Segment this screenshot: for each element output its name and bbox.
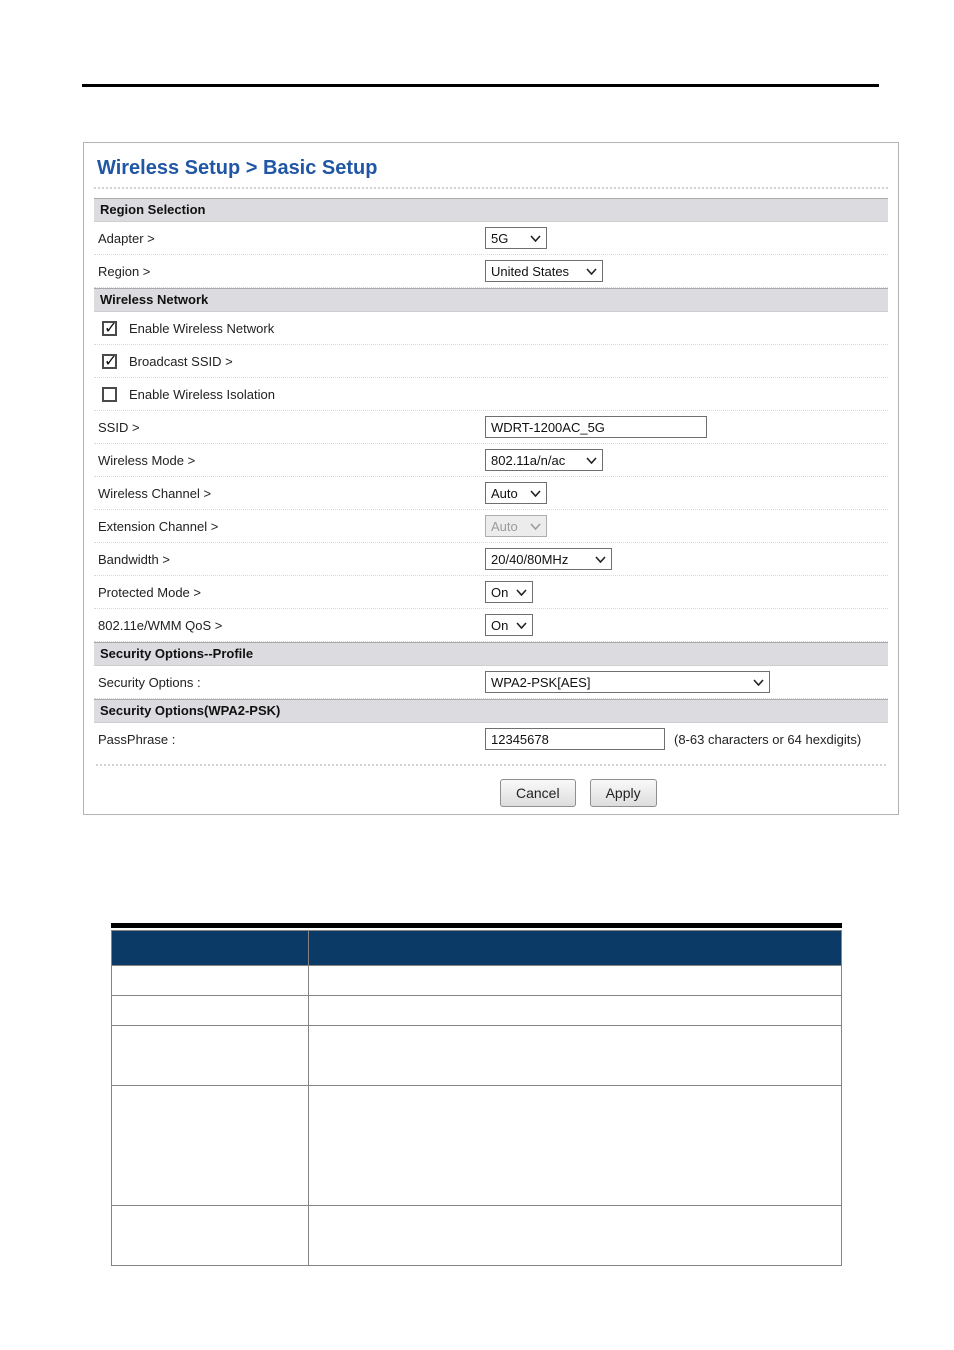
- table-row: [112, 1026, 842, 1086]
- enable-wireless-checkbox[interactable]: [102, 321, 117, 336]
- protected-mode-select[interactable]: [485, 581, 533, 603]
- ssid-input[interactable]: [485, 416, 707, 438]
- check-icon: ✓: [104, 319, 118, 337]
- table-cell: [112, 996, 309, 1026]
- table-cell: [309, 1206, 842, 1266]
- table-row: [112, 1206, 842, 1266]
- wireless-channel-select[interactable]: [485, 482, 547, 504]
- chevron-down-icon: [530, 523, 541, 530]
- extension-channel-label: Extension Channel >: [98, 518, 219, 534]
- cancel-button[interactable]: Cancel: [500, 779, 576, 807]
- buttons-divider: [96, 764, 886, 766]
- region-label: Region >: [98, 263, 151, 279]
- extension-channel-select: [485, 515, 547, 537]
- table-header-cell: [309, 931, 842, 966]
- wireless-setup-panel: [83, 142, 899, 815]
- table-cell: [309, 1086, 842, 1206]
- table-cell: [309, 1026, 842, 1086]
- wmm-qos-row: [94, 609, 888, 642]
- ssid-row: [94, 411, 888, 444]
- security-options-row: [94, 666, 888, 699]
- wmm-qos-select[interactable]: [485, 614, 533, 636]
- table-top-border: [111, 923, 842, 928]
- protected-mode-label: Protected Mode >: [98, 584, 201, 600]
- chevron-down-icon: [586, 268, 597, 275]
- passphrase-note: (8-63 characters or 64 hexdigits): [674, 731, 862, 747]
- security-options-select[interactable]: [485, 671, 770, 693]
- wireless-mode-label: Wireless Mode >: [98, 452, 196, 468]
- table-row: [112, 966, 842, 996]
- table-cell: [309, 996, 842, 1026]
- section-security-profile: Security Options--Profile: [94, 642, 888, 666]
- adapter-row: [94, 222, 888, 255]
- bandwidth-label: Bandwidth >: [98, 551, 170, 567]
- chevron-down-icon: [530, 490, 541, 497]
- wmm-qos-select-value: On: [491, 617, 509, 633]
- table-cell: [112, 1026, 309, 1086]
- chevron-down-icon: [516, 622, 527, 629]
- table-header-cell: [112, 931, 309, 966]
- broadcast-ssid-label: Broadcast SSID >: [129, 353, 233, 369]
- chevron-down-icon: [530, 235, 541, 242]
- reference-table: [111, 923, 842, 1266]
- table-row: [112, 1086, 842, 1206]
- table-row: [112, 996, 842, 1026]
- protected-mode-row: [94, 576, 888, 609]
- region-row: [94, 255, 888, 288]
- adapter-select-value: 5G: [491, 230, 509, 246]
- passphrase-label: PassPhrase :: [98, 731, 176, 747]
- region-select-value: United States: [491, 263, 570, 279]
- wireless-mode-select-value: 802.11a/n/ac: [491, 452, 566, 468]
- broadcast-ssid-row: [94, 345, 888, 378]
- security-options-select-value: WPA2-PSK[AES]: [491, 674, 591, 690]
- passphrase-row: [94, 723, 888, 755]
- button-row: [94, 779, 888, 807]
- passphrase-input[interactable]: [485, 728, 665, 750]
- extension-channel-row: [94, 510, 888, 543]
- table-cell: [309, 966, 842, 996]
- ssid-label: SSID >: [98, 419, 140, 435]
- wireless-channel-row: [94, 477, 888, 510]
- section-region-selection: Region Selection: [94, 198, 888, 222]
- wireless-isolation-checkbox[interactable]: [102, 387, 117, 402]
- section-security-wpa2: Security Options(WPA2-PSK): [94, 699, 888, 723]
- broadcast-ssid-checkbox[interactable]: [102, 354, 117, 369]
- protected-mode-select-value: On: [491, 584, 509, 600]
- enable-wireless-label: Enable Wireless Network: [129, 320, 275, 336]
- wireless-channel-select-value: Auto: [491, 485, 518, 501]
- table-cell: [112, 1086, 309, 1206]
- page-header-rule: [82, 84, 879, 87]
- section-wireless-network: Wireless Network: [94, 288, 888, 312]
- bandwidth-select[interactable]: [485, 548, 612, 570]
- bandwidth-select-value: 20/40/80MHz: [491, 551, 569, 567]
- extension-channel-select-value: Auto: [491, 518, 518, 534]
- enable-wireless-row: [94, 312, 888, 345]
- check-icon: ✓: [104, 352, 118, 370]
- wireless-mode-row: [94, 444, 888, 477]
- wireless-mode-select[interactable]: [485, 449, 603, 471]
- adapter-label: Adapter >: [98, 230, 155, 246]
- chevron-down-icon: [586, 457, 597, 464]
- page-title: Wireless Setup > Basic Setup: [94, 156, 888, 189]
- region-select[interactable]: [485, 260, 603, 282]
- bandwidth-row: [94, 543, 888, 576]
- table-cell: [112, 1206, 309, 1266]
- apply-button[interactable]: Apply: [590, 779, 657, 807]
- chevron-down-icon: [516, 589, 527, 596]
- table-cell: [112, 966, 309, 996]
- wmm-qos-label: 802.11e/WMM QoS >: [98, 617, 223, 633]
- table-header-row: [112, 931, 842, 966]
- wireless-isolation-label: Enable Wireless Isolation: [129, 386, 275, 402]
- wireless-channel-label: Wireless Channel >: [98, 485, 212, 501]
- adapter-select[interactable]: [485, 227, 547, 249]
- security-options-label: Security Options :: [98, 674, 201, 690]
- chevron-down-icon: [595, 556, 606, 563]
- wireless-isolation-row: [94, 378, 888, 411]
- chevron-down-icon: [753, 679, 764, 686]
